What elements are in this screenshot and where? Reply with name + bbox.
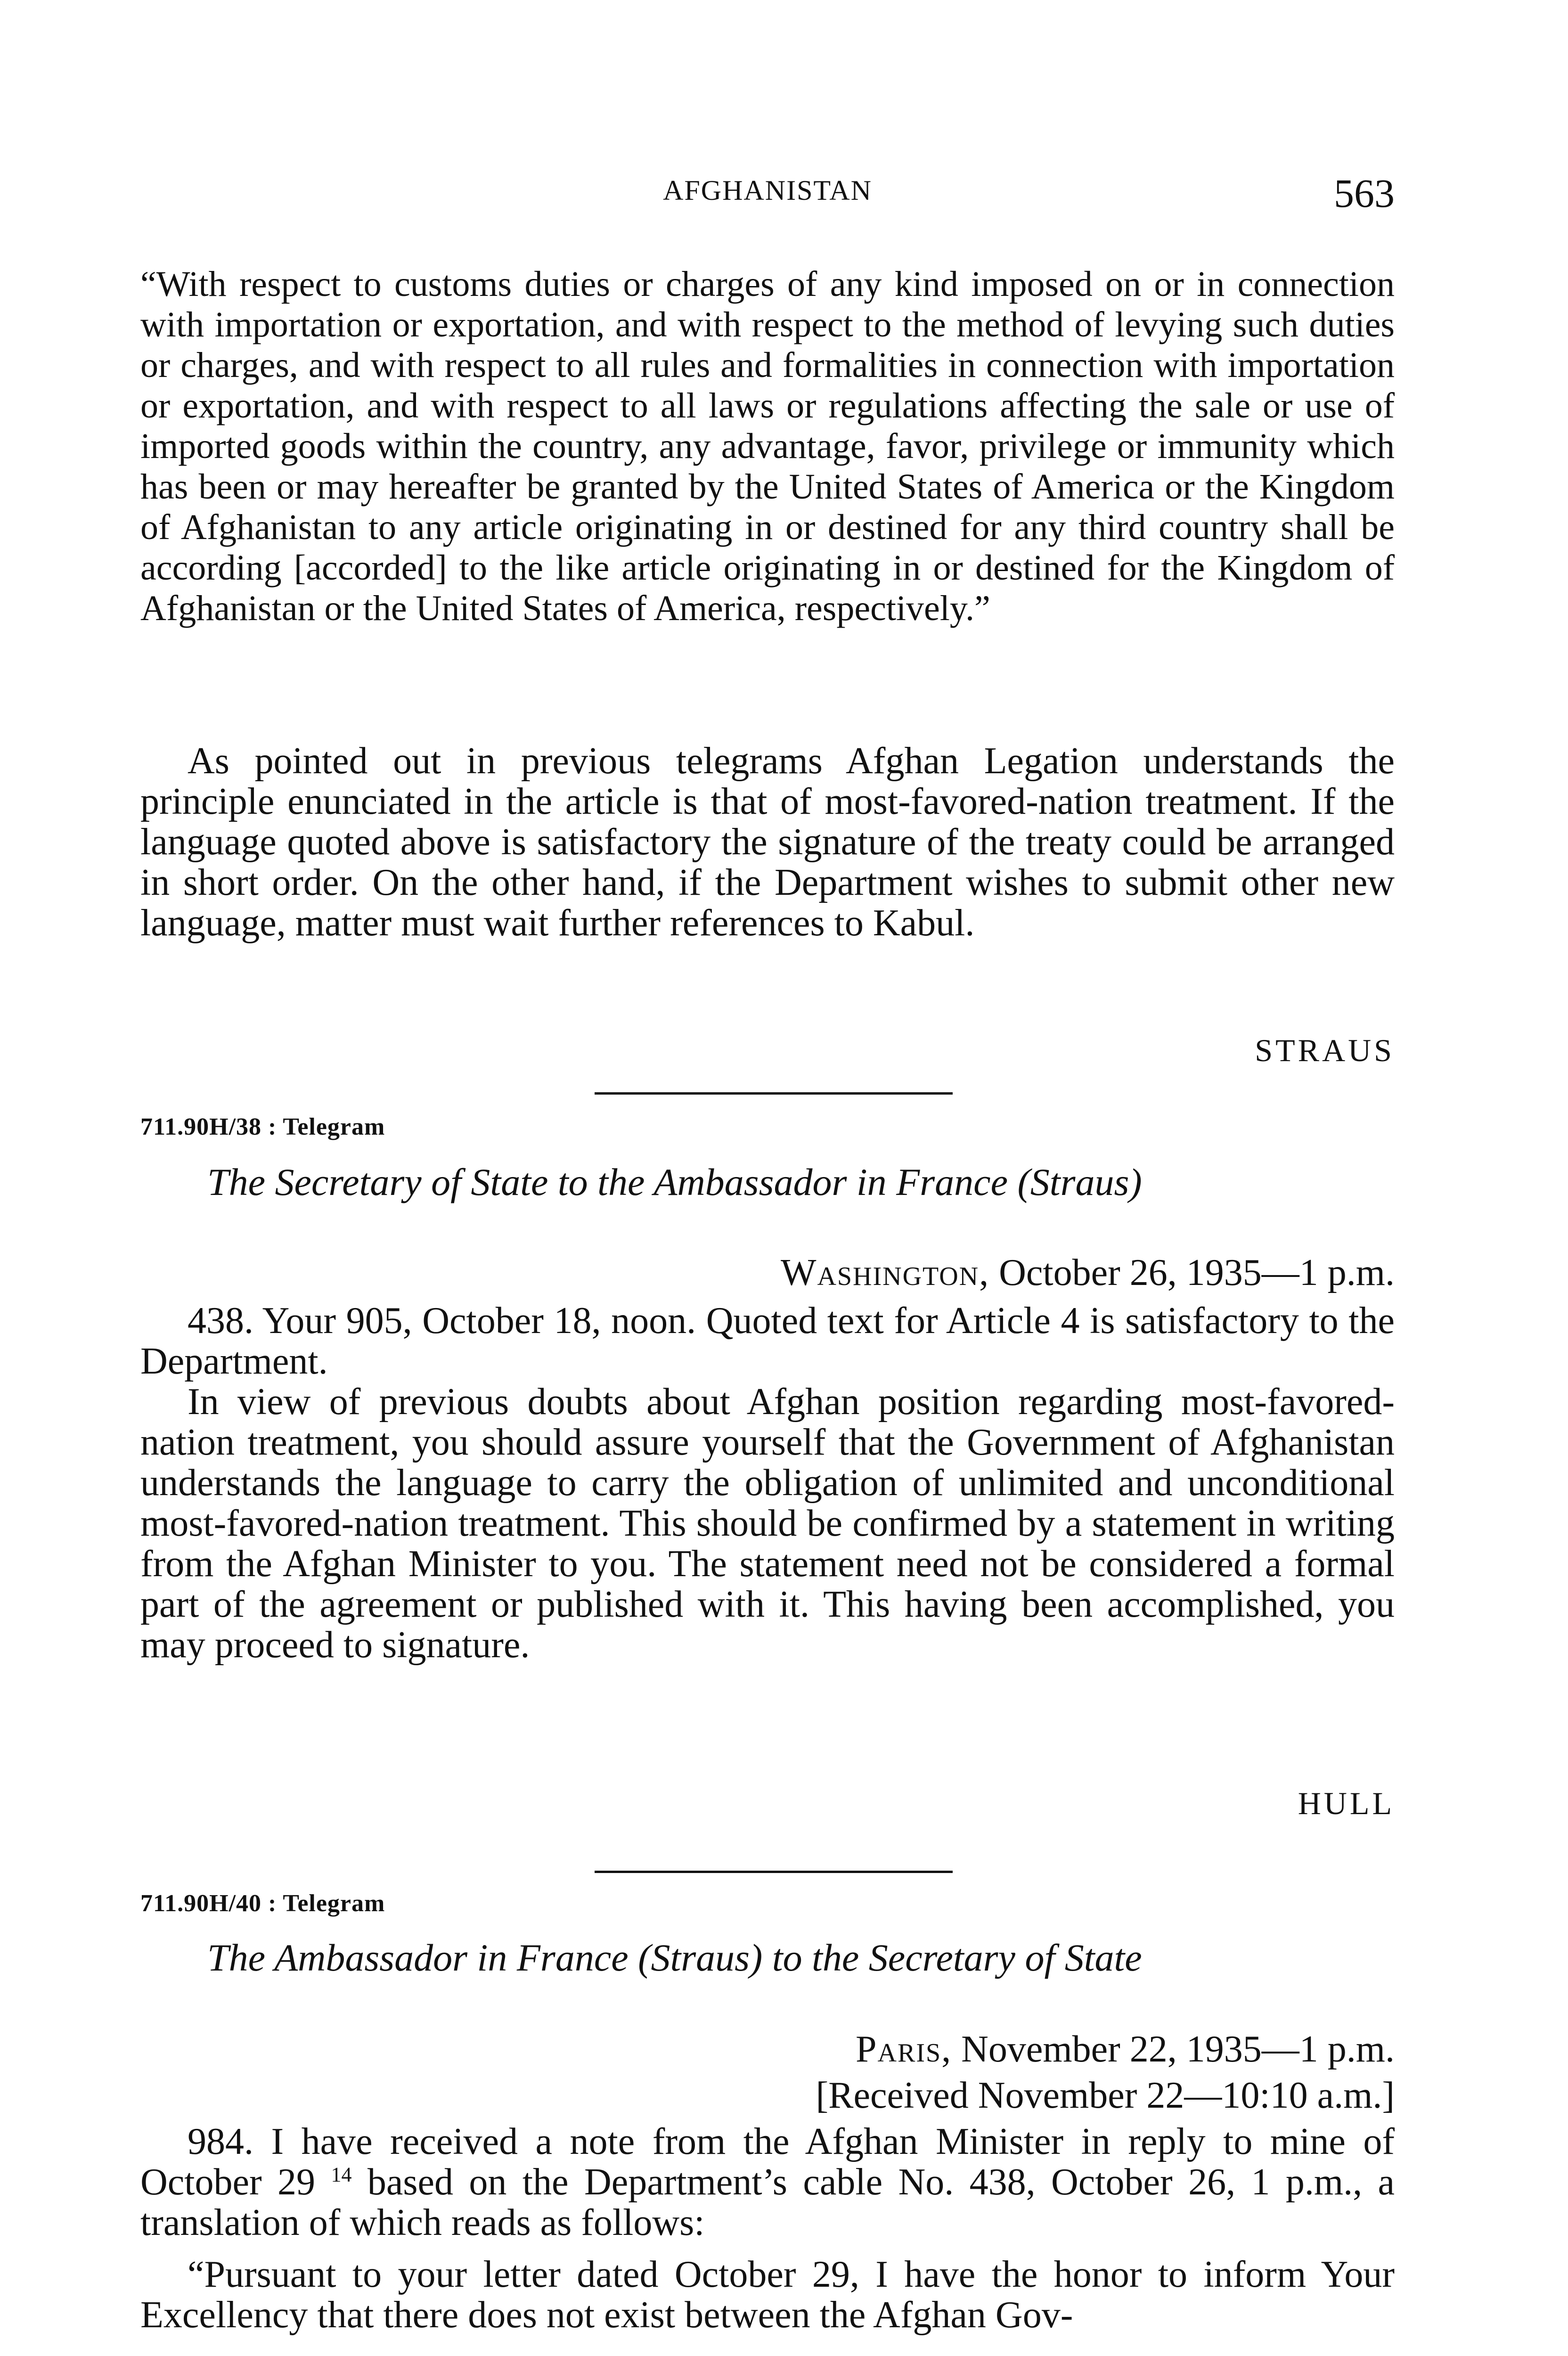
telegram-paragraph: [140, 2121, 1395, 2243]
quoted-article-text: [140, 264, 1395, 629]
quoted-note-paragraph: “Pursuant to your letter dated October 29, I have the honor to inform Your Excellency that there does not exist between the Afghan Gov-: [140, 2254, 1395, 2336]
telegram-text: based on the Department’s cable No. 438, October 26, 1 p.m., a translation of which reads as follows:: [140, 2161, 1395, 2243]
dateline: [816, 2026, 1395, 2119]
dateline: [781, 1250, 1395, 1296]
dateline-place: Washington,: [780, 1252, 990, 1293]
telegram-text: 984. I have received a note from the Afghan Minister in reply to mine of October 29: [140, 2121, 1395, 2203]
signature-straus: STRAUS: [1255, 1032, 1395, 1068]
section-divider: [595, 1092, 953, 1095]
telegram-paragraph: 438. Your 905, October 18, noon. Quoted text for Article 4 is satisfactory to the Department.: [140, 1300, 1395, 1382]
document-title: The Secretary of State to the Ambassador in France (Straus): [207, 1161, 1142, 1203]
dateline-place: Paris,: [856, 2029, 952, 2070]
file-reference: 711.90H/40 : Telegram: [140, 1890, 385, 1917]
dateline-date: October 26, 1935—1 p.m.: [999, 1252, 1395, 1293]
telegram-body: [140, 741, 1395, 943]
telegram-body: [140, 2121, 1395, 2335]
legation-paragraph: As pointed out in previous telegrams Afghan Legation understands the principle enunciated in the article is that of most-favored-nation treatment. If the language quoted above is satisfactory the signature of the treaty could be arranged in short order. On the other hand, if the Department wishes to submit other new language, matter must wait further references to Kabul.: [140, 740, 1395, 944]
page-header: [140, 170, 1395, 216]
quoted-article-paragraph: “With respect to customs duties or charges of any kind imposed on or in connection with importation or exportation, and with respect to the method of levying such duties or charges, and with respect to all rules and formalities in connection with importation or exportation, and with respect to all laws or regulations affecting the sale or use of imported goods within the country, any advantage, favor, privilege or immunity which has been or may hereafter be granted by the United States of America or the Kingdom of Afghanistan to any article originating in or destined for any third country shall be according [accorded] to the like article originating in or destined for the Kingdom of Afghanistan or the United States of America, respectively.”: [140, 264, 1395, 628]
telegram-body: [140, 1301, 1395, 1665]
file-reference: 711.90H/38 : Telegram: [140, 1113, 385, 1140]
received-line: [Received November 22—10:10 a.m.]: [816, 2075, 1395, 2116]
section-divider: [595, 1871, 953, 1873]
page-number: 563: [1334, 171, 1395, 216]
running-head: AFGHANISTAN: [663, 175, 872, 206]
signature-hull: HULL: [1298, 1785, 1395, 1821]
document-title: The Ambassador in France (Straus) to the Secretary of State: [207, 1936, 1142, 1979]
footnote-reference: 14: [331, 2163, 352, 2186]
telegram-paragraph: In view of previous doubts about Afghan position regarding most-favored-nation treatment, you should assure yourself that the Government of Afghanistan understands the language to carry the obligation of unlimited and unconditional most-favored-nation treatment. This should be confirmed by a statement in writing from the Afghan Minister to you. The statement need not be considered a formal part of the agreement or published with it. This having been accomplished, you may proceed to signature.: [140, 1381, 1395, 1666]
dateline-date: November 22, 1935—1 p.m.: [961, 2029, 1395, 2070]
